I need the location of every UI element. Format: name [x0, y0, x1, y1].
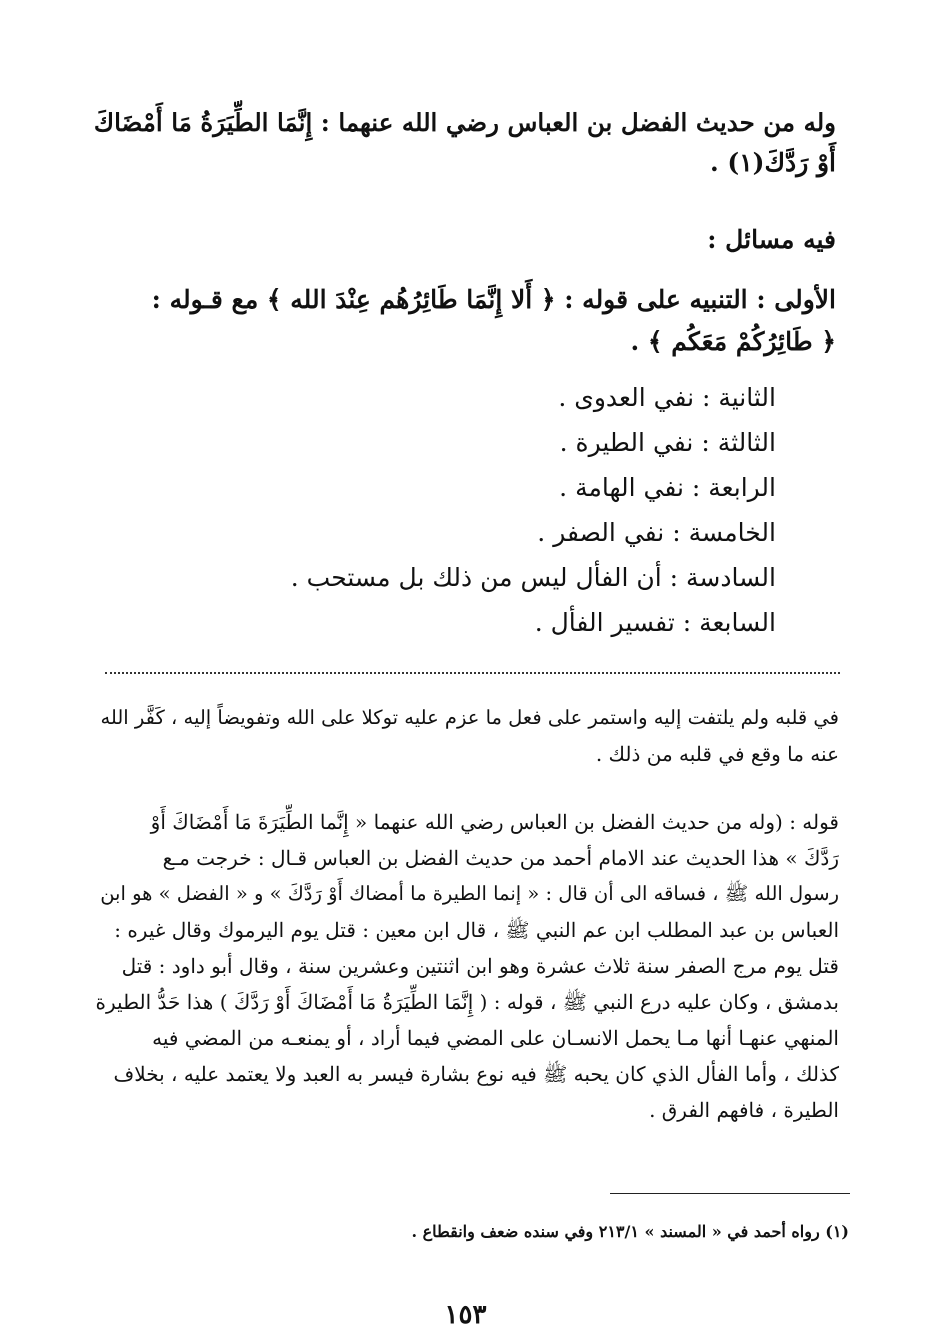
footnote-rule — [610, 1193, 850, 1194]
commentary-line: العباس بن عبد المطلب ابن عم النبي ﷺ ، قال ابن معين : قتل يوم اليرموك وقال غيره : — [114, 918, 839, 942]
commentary-line: المنهي عنهـا أنها مـا يحمل الانسـان على المضي فيما أراد ، أو يمنعـه من المضي فيه — [152, 1026, 839, 1050]
masala-item: الثالثة : نفي الطيرة . — [559, 428, 776, 457]
commentary-line: قتل يوم مرج الصفر سنة ثلاث عشرة وهو ابن اثنتين وعشرين سنة ، وقال أبو داود : قتل — [121, 954, 839, 978]
masail-heading — [90, 225, 836, 261]
commentary-para-2 — [95, 810, 839, 1160]
masala-item: الثانية : نفي العدوى . — [558, 383, 776, 412]
masala-item: السابعة : تفسير الفأل . — [534, 608, 776, 637]
footnote — [300, 1222, 849, 1248]
section-heading: فيه مسائل : — [707, 225, 836, 254]
masala-item: الرابعة : نفي الهامة . — [559, 473, 776, 502]
commentary-line: في قلبه ولم يلتفت إليه واستمر على فعل ما عزم عليه توكلا على الله وتفويضاً إليه ، كَفَّر الله — [100, 706, 839, 729]
masala-item: ﴿ طَائِرُكُمْ مَعَكُم ﴾ . — [630, 327, 836, 356]
hadith-intro — [90, 108, 836, 188]
section-divider — [105, 672, 840, 674]
masala-item: الخامسة : نفي الصفر . — [537, 518, 776, 547]
commentary-line: الطيرة ، فافهم الفرق . — [649, 1098, 839, 1122]
commentary-line: رسول الله ﷺ ، فساقه الى أن قال : « إنما الطيرة ما أمضاك أَوْ رَدَّكَ » و « الفضل » هو ابن — [100, 882, 839, 905]
commentary-line: عنه ما وقع في قلبه من ذلك . — [595, 742, 839, 766]
hadith-line: وله من حديث الفضل بن العباس رضي الله عنهما : إِنَّمَا الطِّيَرَةُ مَا أَمْضَاكَ — [93, 108, 836, 137]
masala-item: الأولى : التنبيه على قوله : ﴿ أَلا إِنَّمَا طَائِرُهُم عِنْدَ الله ﴾ مع قـوله : — [151, 285, 836, 314]
commentary-line: بدمشق ، وكان عليه درع النبي ﷺ ، قوله : ( إِنَّمَا الطِّيَرَةُ مَا أَمْضَاكَ أَوْ رَدَّكَ ) هذا حَدُّ الطيرة — [95, 990, 839, 1014]
hadith-line: أَوْ رَدَّكَ(١) . — [709, 148, 836, 177]
masala-item: السادسة : أن الفأل ليس من ذلك بل مستحب . — [290, 563, 776, 592]
commentary-para-1 — [95, 706, 839, 776]
footnote-text: (١) رواه أحمد في « المسند » ٢١٣/١ وفي سنده ضعف وانقطاع . — [411, 1222, 849, 1241]
commentary-line: رَدَّكَ » هذا الحديث عند الامام أحمد من حديث الفضل بن العباس قـال : خرجت مـع — [162, 846, 839, 870]
page-number: ١٥٣ — [444, 1300, 487, 1330]
commentary-line: كذلك ، وأما الفأل الذي كان يحبه ﷺ فيه نوع بشارة فيسر به العبد ولا يعتمد عليه ، بخلاف — [113, 1062, 839, 1086]
masail-list — [90, 285, 836, 645]
commentary-line: قوله : (وله من حديث الفضل بن العباس رضي الله عنهما « إِنَّما الطِّيَرَةَ مَا أَمْضَاكَ أَوْ — [150, 810, 839, 834]
